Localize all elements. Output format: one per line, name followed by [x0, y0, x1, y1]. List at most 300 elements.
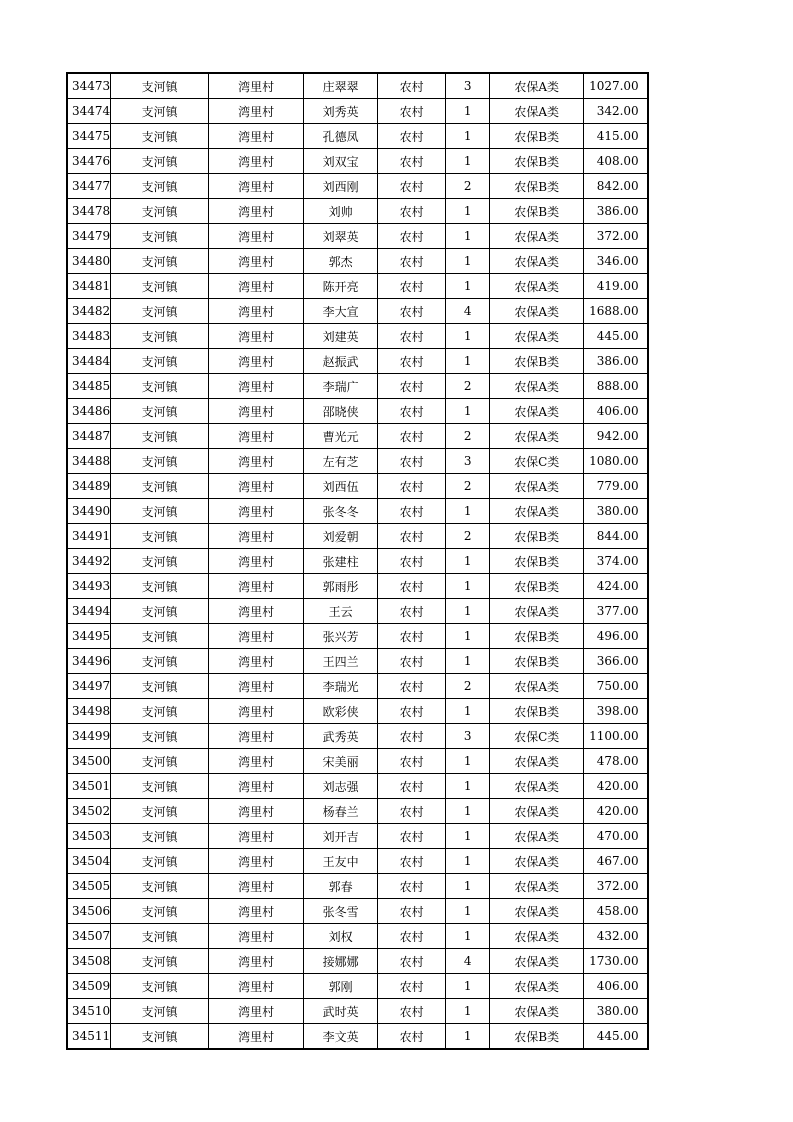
cell-id: 34506	[67, 899, 111, 924]
cell-category: 农保A类	[490, 749, 584, 774]
cell-id: 34493	[67, 574, 111, 599]
cell-category: 农保C类	[490, 449, 584, 474]
cell-amount: 346.00	[584, 249, 648, 274]
cell-category: 农保A类	[490, 299, 584, 324]
table-row	[67, 124, 648, 149]
cell-village: 湾里村	[209, 849, 304, 874]
cell-amount: 406.00	[584, 399, 648, 424]
cell-town: 支河镇	[111, 324, 209, 349]
cell-category: 农保A类	[490, 324, 584, 349]
cell-people: 1	[446, 149, 490, 174]
cell-id: 34477	[67, 174, 111, 199]
table-row	[67, 799, 648, 824]
table-row	[67, 674, 648, 699]
cell-village: 湾里村	[209, 299, 304, 324]
cell-amount: 467.00	[584, 849, 648, 874]
cell-name: 郭雨彤	[304, 574, 378, 599]
table-row	[67, 549, 648, 574]
cell-village: 湾里村	[209, 874, 304, 899]
cell-people: 3	[446, 724, 490, 749]
table-row	[67, 699, 648, 724]
cell-amount: 844.00	[584, 524, 648, 549]
cell-amount: 478.00	[584, 749, 648, 774]
cell-people: 1	[446, 874, 490, 899]
cell-name: 王友中	[304, 849, 378, 874]
cell-name: 庄翠翠	[304, 73, 378, 99]
cell-town: 支河镇	[111, 899, 209, 924]
cell-people: 1	[446, 274, 490, 299]
table-row	[67, 824, 648, 849]
cell-town: 支河镇	[111, 574, 209, 599]
cell-household-type: 农村	[378, 199, 446, 224]
cell-amount: 445.00	[584, 1024, 648, 1050]
cell-name: 欧彩侠	[304, 699, 378, 724]
cell-village: 湾里村	[209, 224, 304, 249]
cell-id: 34502	[67, 799, 111, 824]
cell-category: 农保A类	[490, 274, 584, 299]
cell-village: 湾里村	[209, 474, 304, 499]
cell-people: 1	[446, 599, 490, 624]
cell-town: 支河镇	[111, 849, 209, 874]
cell-household-type: 农村	[378, 174, 446, 199]
cell-household-type: 农村	[378, 849, 446, 874]
cell-household-type: 农村	[378, 549, 446, 574]
cell-village: 湾里村	[209, 949, 304, 974]
cell-household-type: 农村	[378, 374, 446, 399]
cell-town: 支河镇	[111, 224, 209, 249]
cell-household-type: 农村	[378, 899, 446, 924]
cell-village: 湾里村	[209, 449, 304, 474]
cell-people: 1	[446, 699, 490, 724]
cell-village: 湾里村	[209, 699, 304, 724]
table-row	[67, 149, 648, 174]
table-body	[67, 73, 648, 1049]
cell-household-type: 农村	[378, 399, 446, 424]
cell-amount: 374.00	[584, 549, 648, 574]
table-row	[67, 374, 648, 399]
cell-id: 34494	[67, 599, 111, 624]
cell-id: 34511	[67, 1024, 111, 1050]
cell-village: 湾里村	[209, 324, 304, 349]
cell-people: 1	[446, 824, 490, 849]
cell-village: 湾里村	[209, 399, 304, 424]
cell-id: 34499	[67, 724, 111, 749]
cell-people: 2	[446, 674, 490, 699]
cell-amount: 458.00	[584, 899, 648, 924]
cell-amount: 842.00	[584, 174, 648, 199]
cell-town: 支河镇	[111, 749, 209, 774]
cell-name: 李瑞光	[304, 674, 378, 699]
cell-category: 农保B类	[490, 524, 584, 549]
cell-town: 支河镇	[111, 974, 209, 999]
cell-household-type: 农村	[378, 774, 446, 799]
cell-category: 农保B类	[490, 699, 584, 724]
cell-category: 农保A类	[490, 73, 584, 99]
cell-category: 农保A类	[490, 874, 584, 899]
cell-town: 支河镇	[111, 1024, 209, 1050]
table-row	[67, 624, 648, 649]
table-row	[67, 299, 648, 324]
data-table	[66, 72, 649, 1050]
cell-town: 支河镇	[111, 299, 209, 324]
cell-amount: 372.00	[584, 874, 648, 899]
cell-name: 刘帅	[304, 199, 378, 224]
table-row	[67, 524, 648, 549]
cell-name: 刘爱朝	[304, 524, 378, 549]
cell-name: 刘开吉	[304, 824, 378, 849]
cell-name: 陈开亮	[304, 274, 378, 299]
cell-name: 张兴芳	[304, 624, 378, 649]
cell-village: 湾里村	[209, 899, 304, 924]
table-row	[67, 449, 648, 474]
cell-name: 孔德凤	[304, 124, 378, 149]
cell-household-type: 农村	[378, 699, 446, 724]
cell-people: 1	[446, 774, 490, 799]
cell-village: 湾里村	[209, 374, 304, 399]
cell-name: 张建柱	[304, 549, 378, 574]
cell-people: 3	[446, 73, 490, 99]
table-row	[67, 474, 648, 499]
cell-category: 农保B类	[490, 199, 584, 224]
cell-amount: 419.00	[584, 274, 648, 299]
cell-village: 湾里村	[209, 799, 304, 824]
cell-village: 湾里村	[209, 924, 304, 949]
table-row	[67, 899, 648, 924]
cell-amount: 1080.00	[584, 449, 648, 474]
table-row	[67, 73, 648, 99]
cell-people: 2	[446, 174, 490, 199]
cell-household-type: 农村	[378, 499, 446, 524]
cell-town: 支河镇	[111, 73, 209, 99]
cell-category: 农保B类	[490, 349, 584, 374]
cell-category: 农保A类	[490, 899, 584, 924]
cell-village: 湾里村	[209, 499, 304, 524]
cell-town: 支河镇	[111, 199, 209, 224]
table-row	[67, 649, 648, 674]
cell-id: 34480	[67, 249, 111, 274]
cell-household-type: 农村	[378, 949, 446, 974]
table-row	[67, 399, 648, 424]
cell-category: 农保A类	[490, 249, 584, 274]
cell-amount: 398.00	[584, 699, 648, 724]
cell-category: 农保B类	[490, 624, 584, 649]
cell-village: 湾里村	[209, 999, 304, 1024]
cell-category: 农保A类	[490, 824, 584, 849]
cell-name: 左有芝	[304, 449, 378, 474]
cell-town: 支河镇	[111, 999, 209, 1024]
cell-town: 支河镇	[111, 174, 209, 199]
cell-amount: 942.00	[584, 424, 648, 449]
cell-household-type: 农村	[378, 424, 446, 449]
cell-town: 支河镇	[111, 599, 209, 624]
cell-amount: 432.00	[584, 924, 648, 949]
cell-people: 2	[446, 374, 490, 399]
cell-name: 刘翠英	[304, 224, 378, 249]
cell-people: 1	[446, 999, 490, 1024]
cell-category: 农保A类	[490, 224, 584, 249]
cell-household-type: 农村	[378, 624, 446, 649]
cell-people: 3	[446, 449, 490, 474]
cell-name: 曹光元	[304, 424, 378, 449]
cell-people: 1	[446, 1024, 490, 1050]
cell-people: 2	[446, 424, 490, 449]
cell-village: 湾里村	[209, 124, 304, 149]
table-row	[67, 349, 648, 374]
cell-category: 农保A类	[490, 949, 584, 974]
cell-amount: 1688.00	[584, 299, 648, 324]
cell-category: 农保B类	[490, 1024, 584, 1050]
cell-people: 1	[446, 249, 490, 274]
cell-town: 支河镇	[111, 374, 209, 399]
cell-category: 农保B类	[490, 124, 584, 149]
cell-id: 34488	[67, 449, 111, 474]
table-row	[67, 199, 648, 224]
table-row	[67, 874, 648, 899]
cell-household-type: 农村	[378, 149, 446, 174]
cell-people: 4	[446, 949, 490, 974]
cell-household-type: 农村	[378, 474, 446, 499]
cell-name: 刘双宝	[304, 149, 378, 174]
table-row	[67, 724, 648, 749]
cell-name: 接娜娜	[304, 949, 378, 974]
cell-people: 1	[446, 574, 490, 599]
cell-people: 1	[446, 624, 490, 649]
cell-category: 农保A类	[490, 599, 584, 624]
cell-village: 湾里村	[209, 599, 304, 624]
cell-category: 农保A类	[490, 374, 584, 399]
cell-category: 农保A类	[490, 474, 584, 499]
cell-name: 郭刚	[304, 974, 378, 999]
cell-town: 支河镇	[111, 924, 209, 949]
cell-id: 34510	[67, 999, 111, 1024]
cell-people: 1	[446, 399, 490, 424]
cell-village: 湾里村	[209, 274, 304, 299]
cell-people: 1	[446, 849, 490, 874]
cell-town: 支河镇	[111, 699, 209, 724]
cell-category: 农保A类	[490, 999, 584, 1024]
cell-amount: 420.00	[584, 799, 648, 824]
table-row	[67, 749, 648, 774]
cell-amount: 406.00	[584, 974, 648, 999]
cell-name: 刘建英	[304, 324, 378, 349]
cell-people: 1	[446, 899, 490, 924]
cell-id: 34492	[67, 549, 111, 574]
cell-id: 34473	[67, 73, 111, 99]
cell-household-type: 农村	[378, 824, 446, 849]
cell-people: 1	[446, 649, 490, 674]
cell-people: 2	[446, 524, 490, 549]
cell-household-type: 农村	[378, 974, 446, 999]
cell-household-type: 农村	[378, 574, 446, 599]
cell-village: 湾里村	[209, 549, 304, 574]
cell-town: 支河镇	[111, 99, 209, 124]
cell-category: 农保A类	[490, 799, 584, 824]
cell-household-type: 农村	[378, 999, 446, 1024]
cell-id: 34483	[67, 324, 111, 349]
cell-village: 湾里村	[209, 774, 304, 799]
cell-amount: 470.00	[584, 824, 648, 849]
cell-name: 王云	[304, 599, 378, 624]
cell-household-type: 农村	[378, 599, 446, 624]
table-row	[67, 224, 648, 249]
cell-town: 支河镇	[111, 949, 209, 974]
cell-id: 34500	[67, 749, 111, 774]
cell-household-type: 农村	[378, 124, 446, 149]
cell-amount: 342.00	[584, 99, 648, 124]
cell-village: 湾里村	[209, 174, 304, 199]
cell-household-type: 农村	[378, 249, 446, 274]
cell-id: 34491	[67, 524, 111, 549]
cell-town: 支河镇	[111, 549, 209, 574]
cell-people: 1	[446, 924, 490, 949]
cell-people: 1	[446, 124, 490, 149]
cell-town: 支河镇	[111, 524, 209, 549]
cell-id: 34487	[67, 424, 111, 449]
table-row	[67, 424, 648, 449]
table-row	[67, 1024, 648, 1050]
cell-id: 34476	[67, 149, 111, 174]
cell-category: 农保B类	[490, 649, 584, 674]
table-row	[67, 574, 648, 599]
table-row	[67, 174, 648, 199]
cell-id: 34508	[67, 949, 111, 974]
cell-id: 34481	[67, 274, 111, 299]
table-row	[67, 499, 648, 524]
cell-amount: 408.00	[584, 149, 648, 174]
cell-village: 湾里村	[209, 649, 304, 674]
cell-name: 郭杰	[304, 249, 378, 274]
cell-name: 刘志强	[304, 774, 378, 799]
cell-name: 刘权	[304, 924, 378, 949]
cell-village: 湾里村	[209, 974, 304, 999]
cell-village: 湾里村	[209, 149, 304, 174]
cell-town: 支河镇	[111, 824, 209, 849]
cell-town: 支河镇	[111, 724, 209, 749]
cell-category: 农保A类	[490, 499, 584, 524]
cell-people: 1	[446, 324, 490, 349]
cell-name: 张冬雪	[304, 899, 378, 924]
cell-people: 1	[446, 974, 490, 999]
cell-town: 支河镇	[111, 649, 209, 674]
cell-id: 34498	[67, 699, 111, 724]
cell-town: 支河镇	[111, 624, 209, 649]
table-row	[67, 924, 648, 949]
cell-village: 湾里村	[209, 749, 304, 774]
table-row	[67, 274, 648, 299]
cell-id: 34504	[67, 849, 111, 874]
cell-category: 农保A类	[490, 974, 584, 999]
table-row	[67, 249, 648, 274]
cell-id: 34485	[67, 374, 111, 399]
cell-amount: 424.00	[584, 574, 648, 599]
cell-name: 王四兰	[304, 649, 378, 674]
cell-name: 李大宣	[304, 299, 378, 324]
cell-id: 34490	[67, 499, 111, 524]
cell-amount: 377.00	[584, 599, 648, 624]
cell-town: 支河镇	[111, 249, 209, 274]
cell-household-type: 农村	[378, 1024, 446, 1050]
cell-id: 34505	[67, 874, 111, 899]
table-row	[67, 599, 648, 624]
cell-category: 农保A类	[490, 924, 584, 949]
cell-people: 4	[446, 299, 490, 324]
cell-id: 34497	[67, 674, 111, 699]
cell-category: 农保B类	[490, 549, 584, 574]
cell-town: 支河镇	[111, 399, 209, 424]
cell-id: 34509	[67, 974, 111, 999]
cell-id: 34484	[67, 349, 111, 374]
cell-people: 1	[446, 799, 490, 824]
cell-people: 1	[446, 99, 490, 124]
cell-category: 农保A类	[490, 849, 584, 874]
cell-household-type: 农村	[378, 274, 446, 299]
cell-people: 1	[446, 199, 490, 224]
cell-village: 湾里村	[209, 1024, 304, 1050]
cell-id: 34482	[67, 299, 111, 324]
cell-town: 支河镇	[111, 274, 209, 299]
cell-category: 农保C类	[490, 724, 584, 749]
table-row	[67, 774, 648, 799]
cell-household-type: 农村	[378, 324, 446, 349]
cell-people: 2	[446, 474, 490, 499]
cell-village: 湾里村	[209, 724, 304, 749]
cell-amount: 750.00	[584, 674, 648, 699]
cell-amount: 386.00	[584, 199, 648, 224]
cell-id: 34501	[67, 774, 111, 799]
cell-name: 刘西伍	[304, 474, 378, 499]
cell-village: 湾里村	[209, 424, 304, 449]
cell-id: 34495	[67, 624, 111, 649]
cell-village: 湾里村	[209, 199, 304, 224]
cell-category: 农保A类	[490, 424, 584, 449]
table-row	[67, 974, 648, 999]
cell-category: 农保A类	[490, 774, 584, 799]
cell-people: 1	[446, 349, 490, 374]
cell-town: 支河镇	[111, 424, 209, 449]
cell-household-type: 农村	[378, 349, 446, 374]
cell-household-type: 农村	[378, 299, 446, 324]
table-row	[67, 949, 648, 974]
cell-amount: 1100.00	[584, 724, 648, 749]
cell-name: 刘秀英	[304, 99, 378, 124]
cell-name: 邵晓侠	[304, 399, 378, 424]
cell-village: 湾里村	[209, 349, 304, 374]
cell-amount: 779.00	[584, 474, 648, 499]
cell-amount: 380.00	[584, 999, 648, 1024]
cell-town: 支河镇	[111, 774, 209, 799]
cell-people: 1	[446, 749, 490, 774]
cell-id: 34486	[67, 399, 111, 424]
cell-village: 湾里村	[209, 674, 304, 699]
cell-name: 宋美丽	[304, 749, 378, 774]
cell-name: 张冬冬	[304, 499, 378, 524]
cell-amount: 372.00	[584, 224, 648, 249]
cell-name: 武时英	[304, 999, 378, 1024]
cell-town: 支河镇	[111, 499, 209, 524]
cell-town: 支河镇	[111, 349, 209, 374]
cell-village: 湾里村	[209, 574, 304, 599]
cell-town: 支河镇	[111, 474, 209, 499]
cell-household-type: 农村	[378, 724, 446, 749]
cell-town: 支河镇	[111, 449, 209, 474]
cell-household-type: 农村	[378, 674, 446, 699]
cell-name: 杨春兰	[304, 799, 378, 824]
cell-town: 支河镇	[111, 874, 209, 899]
cell-category: 农保A类	[490, 674, 584, 699]
table-row	[67, 99, 648, 124]
cell-amount: 380.00	[584, 499, 648, 524]
cell-category: 农保B类	[490, 174, 584, 199]
